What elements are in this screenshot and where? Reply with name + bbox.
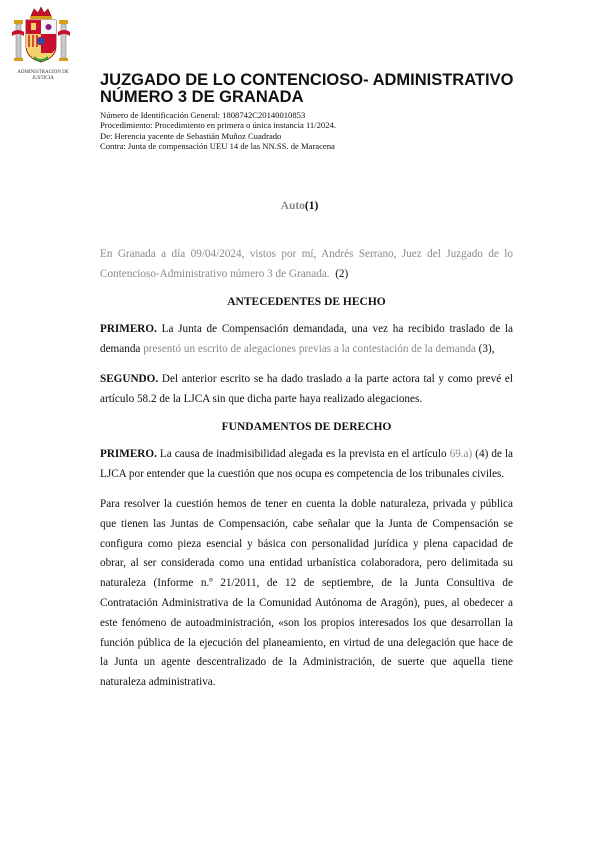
fundamentos-primero-text-b: (4) de la LJCA por entender que la cuestión que nos ocupa es competencia de los tribunales civiles.: [100, 448, 513, 481]
fundamentos-primero-label: PRIMERO.: [100, 448, 157, 461]
intro-paragraph: [100, 245, 513, 285]
case-procedure: Procedimiento: Procedimiento en primera o única instancia 11/2024.: [100, 120, 336, 131]
case-defendant: Contra: Junta de compensación UEU 14 de las NN.SS. de Maracena: [100, 141, 335, 152]
fundamentos-heading: FUNDAMENTOS DE DERECHO: [221, 420, 392, 433]
antecedentes-heading: ANTECEDENTES DE HECHO: [227, 295, 386, 308]
intro-ref: (2): [335, 267, 349, 280]
antecedentes-primero-ref: (3),: [475, 343, 495, 356]
intro-text: En Granada a día 09/04/2024, vistos por mí, Andrés Serrano, Juez del Juzgado de lo Contencioso-Administrativo número 3 de Granada.: [100, 248, 513, 280]
antecedentes-primero-label: PRIMERO.: [100, 323, 157, 336]
document-body: [100, 245, 513, 693]
court-title-line1: JUZGADO DE LO CONTENCIOSO- ADMINISTRATIVO: [100, 71, 514, 89]
fundamentos-primero-text-a: La causa de inadmisibilidad alegada es la prevista en el artículo: [156, 448, 450, 461]
court-title: [100, 72, 570, 106]
fundamentos-primero: [100, 445, 513, 485]
antecedentes-primero: [100, 320, 513, 360]
antecedentes-segundo-text: Del anterior escrito se ha dado traslado a la parte actora tal y como prevé el artículo 58.2 de la LJCA sin que dicha parte haya realizado alegaciones.: [100, 372, 513, 405]
antecedentes-primero-grey: presentó un escrito de alegaciones previas a la contestación de la demanda: [143, 343, 476, 356]
document-type-word: Auto: [280, 200, 305, 212]
crest-caption: ADMINISTRACION DE JUSTICIA: [17, 70, 69, 81]
antecedentes-segundo: [100, 370, 513, 410]
case-metadata: [100, 110, 520, 152]
antecedentes-primero-text: La Junta de Compensación demandada, una vez ha recibido traslado de la demanda: [100, 323, 513, 356]
fundamentos-paragraph-2: Para resolver la cuestión hemos de tener en cuenta la doble naturaleza, privada y pública que tienen las Juntas de Compensación, cabe señalar que la Junta de Compensación se configura como pieza esencial y básica con personalidad jurídica y plena capacidad de obrar, al ser considerada como una entidad urbanística colaboradora, pero delimitada su naturaleza (Informe n.º 21/2011, de 12 de septiembre, de la Junta Consultiva de Contratación Administrativa de la Comunidad Autónoma de Aragón), pues, al obedecer a este fenómeno de autoadministración, «son los propios interesados los que desarrollan la función pública de la ejecución del planeamiento, en virtud de una delegación que hace de la Junta un agente descentralizado de la Administración, de suerte que aquella tiene naturaleza administrativa.: [100, 497, 513, 689]
antecedentes-segundo-label: SEGUNDO.: [100, 372, 159, 385]
article-link[interactable]: 69.a): [449, 448, 473, 461]
document-type-heading: [0, 200, 599, 212]
case-plaintiff: De: Herencia yacente de Sebastián Muñoz Cuadrado: [100, 130, 282, 141]
case-nig: Número de Identificación General: 1808742C20140010853: [100, 110, 306, 120]
document-type-ref: (1): [304, 200, 319, 212]
court-title-line2: NÚMERO 3 DE GRANADA: [100, 88, 304, 106]
